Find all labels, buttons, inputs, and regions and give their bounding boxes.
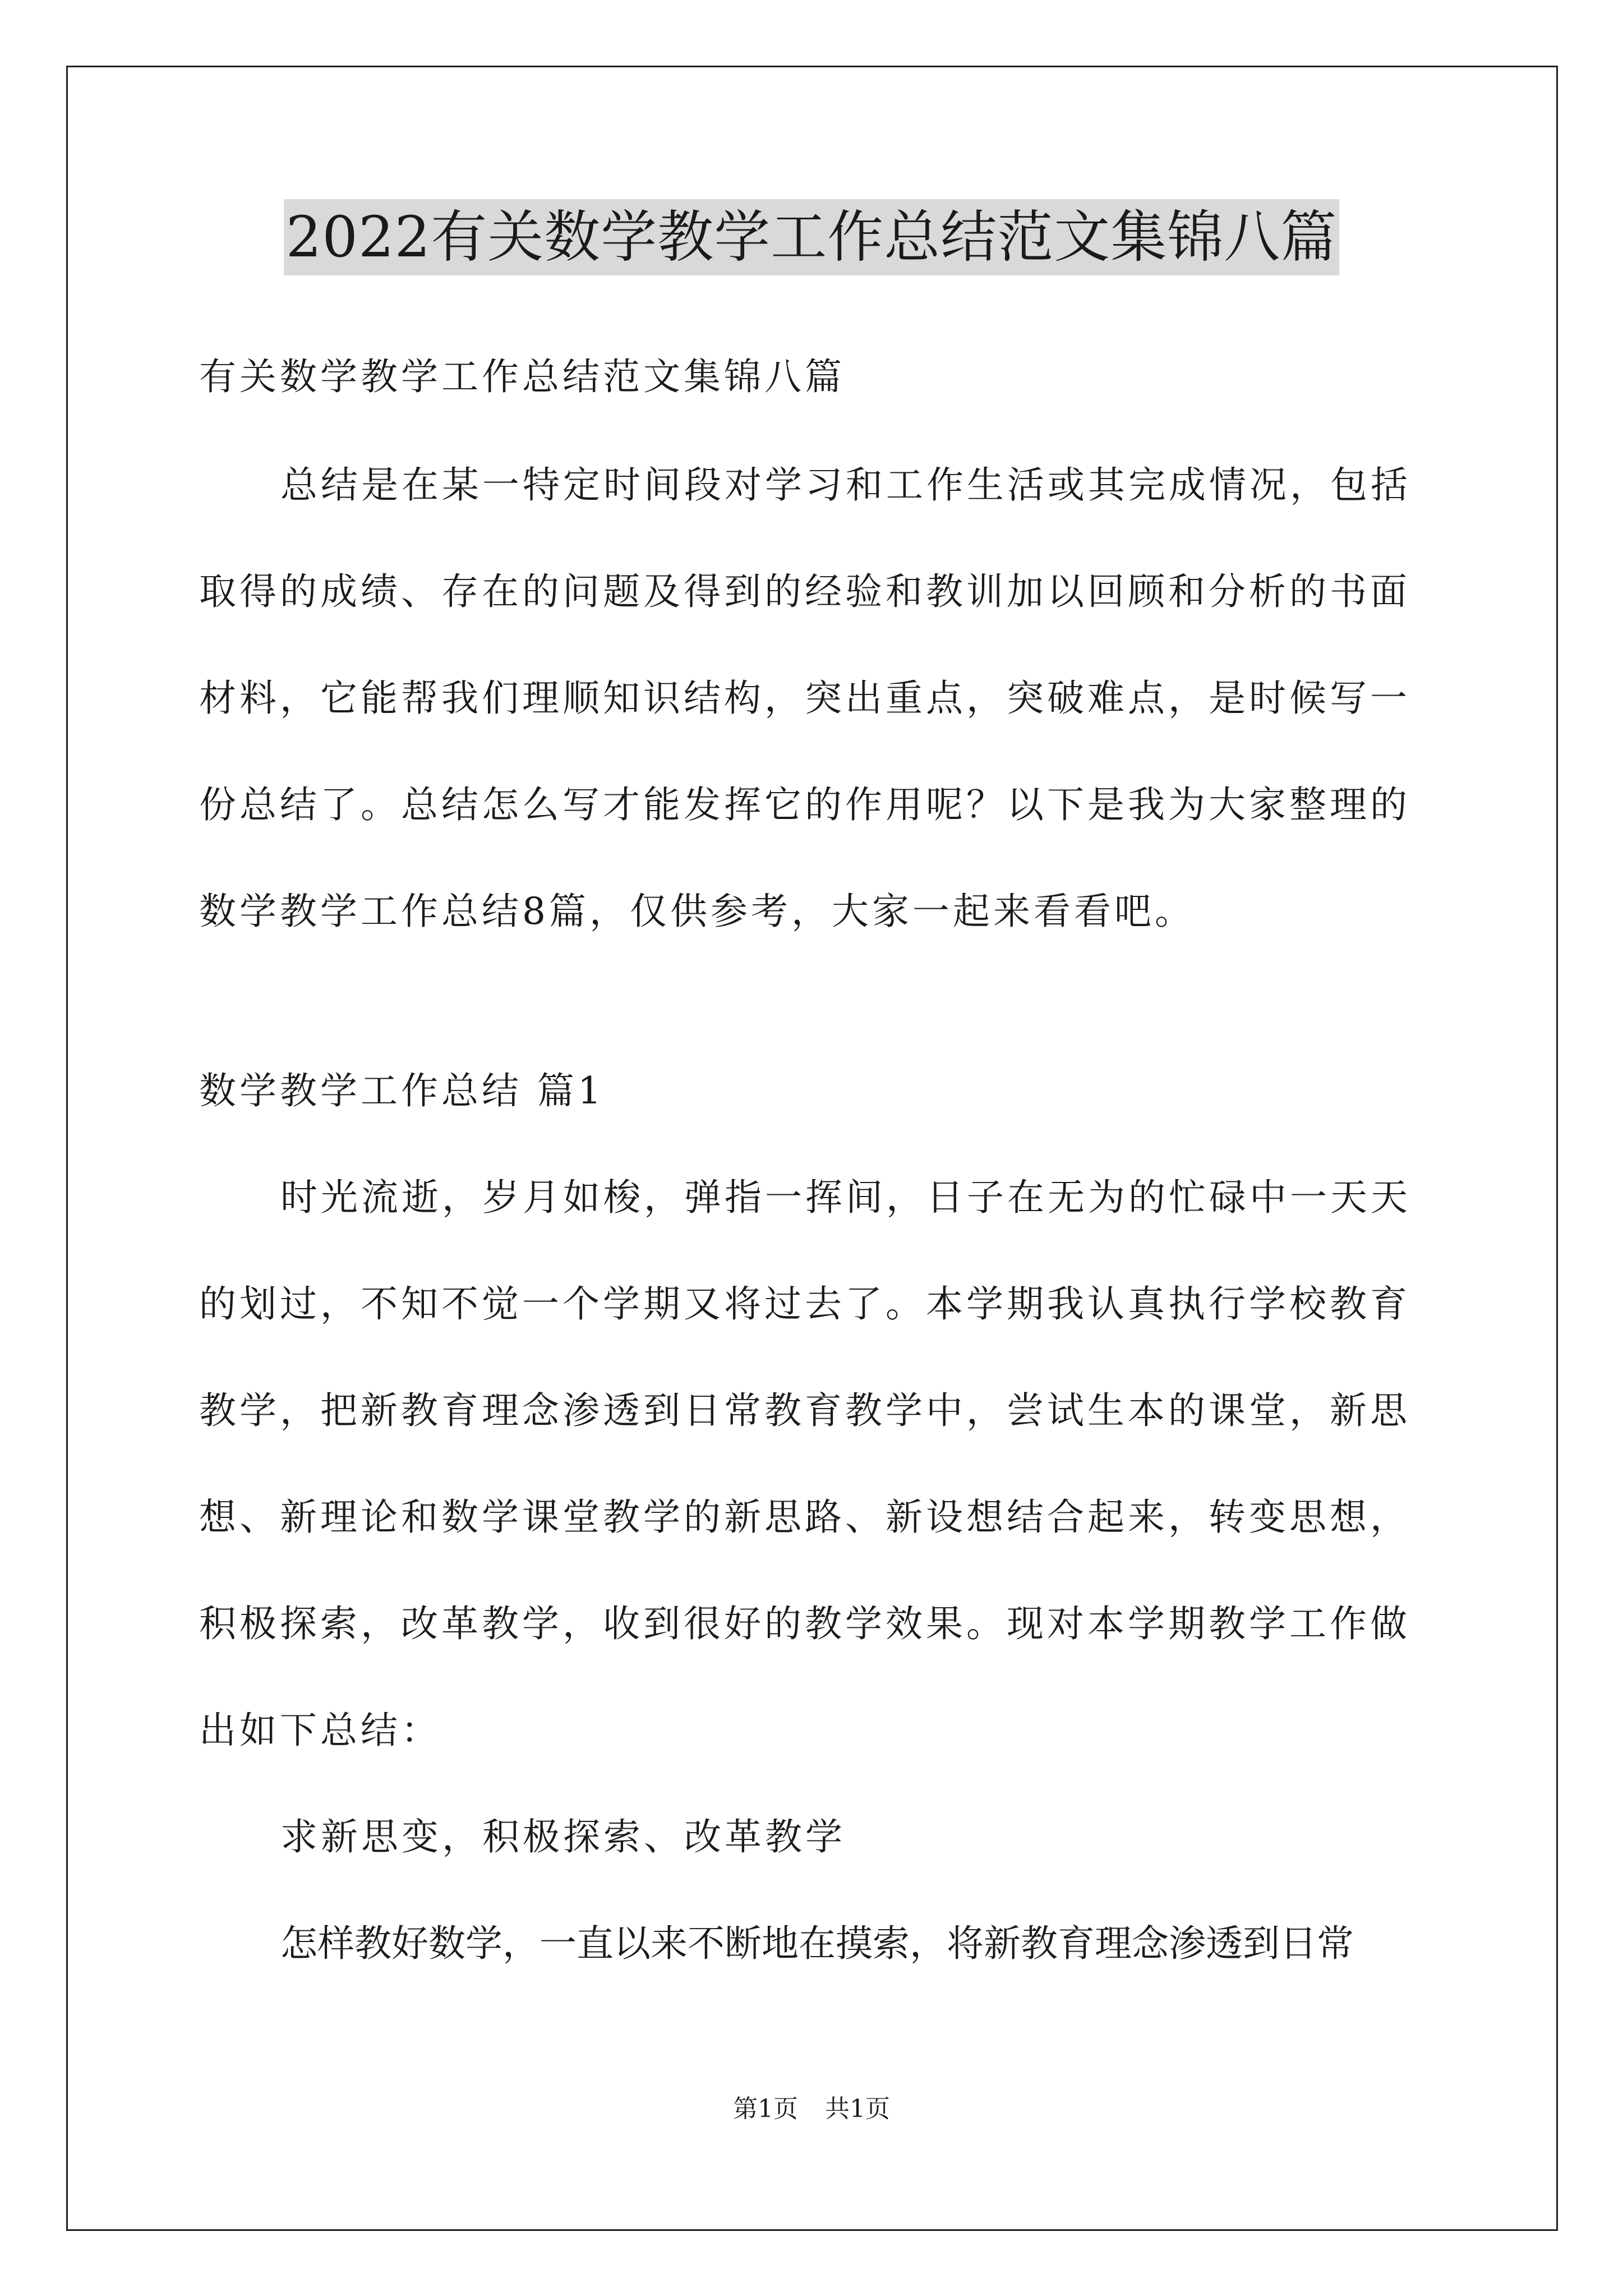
section-line: 的划过，不知不觉一个学期又将过去了。本学期我认真执行学校教育 — [199, 1282, 1410, 1326]
intro-line: 总结是在某一特定时间段对学习和工作生活或其完成情况，包括 — [280, 463, 1411, 507]
subheading: 求新思变，积极探索、改革教学 — [280, 1815, 846, 1858]
section-line: 教学，把新教育理念渗透到日常教育教学中，尝试生本的课堂，新思 — [199, 1389, 1410, 1432]
section-line: 积极探索，改革教学，收到很好的教学效果。现对本学期教学工作做 — [199, 1602, 1410, 1645]
section-line: 出如下总结： — [199, 1709, 441, 1752]
page-number: 第1页 — [733, 2095, 798, 2123]
paragraph-line: 怎样教好数学，一直以来不断地在摸索，将新教育理念渗透到日常 — [280, 1922, 1354, 1965]
intro-line: 材料，它能帮我们理顺知识结构，突出重点，突破难点，是时候写一 — [199, 677, 1410, 720]
section-line: 时光流逝，岁月如梭，弹指一挥间，日子在无为的忙碌中一天天 — [280, 1176, 1411, 1219]
page-footer — [0, 2092, 1623, 2126]
intro-line: 数学教学工作总结8篇，仅供参考，大家一起来看看吧。 — [199, 890, 1195, 933]
page-total: 共1页 — [825, 2095, 890, 2123]
title-container — [0, 199, 1623, 275]
section-heading: 数学教学工作总结 篇1 — [199, 1069, 605, 1112]
document-title: 2022有关数学教学工作总结范文集锦八篇 — [284, 199, 1340, 275]
intro-line: 份总结了。总结怎么写才能发挥它的作用呢？以下是我为大家整理的 — [199, 783, 1410, 826]
intro-line: 取得的成绩、存在的问题及得到的经验和教训加以回顾和分析的书面 — [199, 570, 1410, 613]
document-subtitle: 有关数学教学工作总结范文集锦八篇 — [199, 355, 845, 398]
section-line: 想、新理论和数学课堂教学的新思路、新设想结合起来，转变思想， — [199, 1496, 1410, 1539]
